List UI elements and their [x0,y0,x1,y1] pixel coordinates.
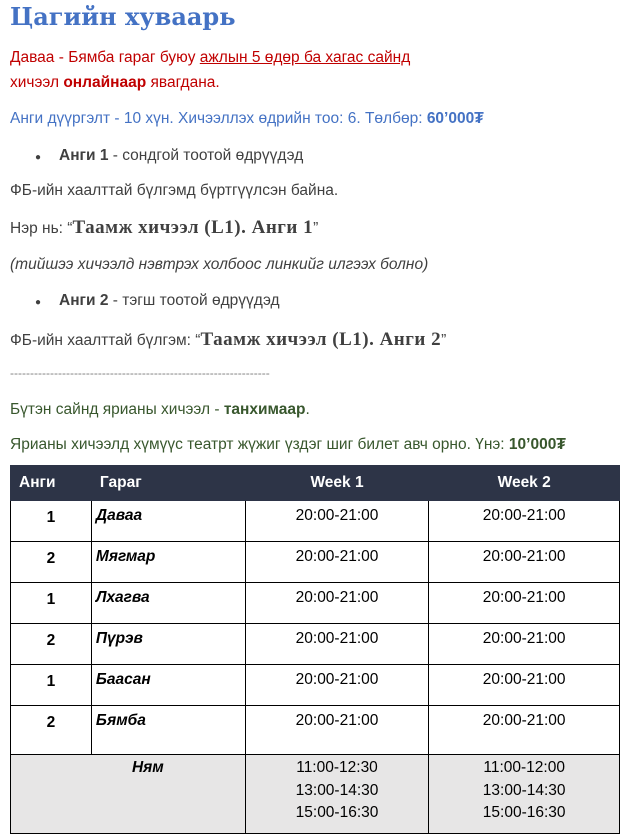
intro-text-1: Даваа - Бямба гараг буюу [10,49,200,66]
table-row [11,706,620,755]
sunday-info-text: Бүтэн сайнд ярианы хичээл - [10,401,224,418]
intro-text-5: явагдана. [146,74,220,91]
group2-name: Анги 2 [59,292,109,309]
sunday-week1-slot: 11:00-12:30 [296,759,378,776]
week2-time-cell: 20:00-21:00 [429,583,620,624]
ticket-price: 10’000₮ [508,436,566,453]
table-row [11,501,620,542]
week2-time-cell: 20:00-21:00 [429,624,620,665]
group1-name-suffix: ” [313,220,319,237]
table-row [11,665,620,706]
header-week1: Week 1 [245,466,429,501]
group2-fb-line [10,329,446,351]
sunday-info-end: . [305,401,310,418]
table-row [11,583,620,624]
sunday-week2-slot: 15:00-16:30 [482,804,566,821]
intro-line-1 [10,49,410,67]
page-title: Цагийн хуваарь [10,2,236,31]
sunday-week2-slot: 11:00-12:00 [483,759,565,776]
day-cell: Пүрэв [91,624,245,665]
group2-group-name: Таамж хичээл (L1). Анги 2 [200,329,442,350]
group1-fb-line: ФБ-ийн хаалттай бүлгэмд бүртгүүлсэн байна. [10,182,339,199]
week2-time-cell: 20:00-21:00 [429,542,620,583]
week1-time-cell: 20:00-21:00 [245,624,429,665]
intro-text-3: хичээл [10,74,64,91]
separator-line: ----------------------------------------------------------------- [10,366,270,380]
intro-underlined-text: ажлын 5 өдөр ба хагас сайнд [199,49,411,66]
sunday-row [11,755,620,834]
online-info-text: Анги дүүргэлт - 10 хүн. Хичээллэх өдрийн тоо: 6. Төлбөр: [10,110,427,127]
header-week2: Week 2 [429,466,620,501]
sunday-week1-slot: 15:00-16:30 [295,804,379,821]
class-cell: 1 [11,501,92,542]
header-day: Гараг [91,466,245,501]
group1-bullet-item [59,147,303,165]
ticket-info-line [10,436,566,454]
class-cell: 2 [11,624,92,665]
week2-time-cell: 20:00-21:00 [429,665,620,706]
class-cell: 1 [11,583,92,624]
group1-desc: - сондгой тоотой өдрүүдэд [108,147,304,164]
schedule-table [10,465,620,834]
header-class: Анги [11,466,92,501]
class-cell: 1 [11,665,92,706]
ticket-info-text: Ярианы хичээлд хүмүүс театрт жүжиг үздэг шиг билет авч орно. Үнэ: [10,436,509,453]
table-row [11,542,620,583]
group2-fb-suffix: ” [441,332,447,349]
week1-time-cell: 20:00-21:00 [245,706,429,755]
sunday-week2-cell [429,755,620,834]
online-info-line [10,110,484,128]
day-cell: Мягмар [91,542,245,583]
day-cell: Баасан [91,665,245,706]
class-cell: 2 [11,542,92,583]
table-row [11,624,620,665]
sunday-day-cell: Ням [11,755,246,834]
sunday-week1-slot: 13:00-14:30 [295,781,379,799]
week1-time-cell: 20:00-21:00 [245,665,429,706]
online-price: 60’000₮ [426,110,484,127]
week2-time-cell: 20:00-21:00 [429,501,620,542]
sunday-mode: танхимаар [223,401,306,418]
intro-line-2 [10,74,220,92]
sunday-week1-cell [245,755,429,834]
sunday-week2-slot: 13:00-14:30 [482,781,566,799]
table-header-row [11,466,620,501]
group2-fb-prefix: ФБ-ийн хаалттай бүлгэм: “ [10,332,201,349]
week1-time-cell: 20:00-21:00 [245,501,429,542]
bullet-icon: ● [35,297,42,308]
week1-time-cell: 20:00-21:00 [245,583,429,624]
group2-bullet-item [59,292,280,310]
week2-time-cell: 20:00-21:00 [429,706,620,755]
bullet-icon: ● [35,152,42,163]
group1-note: (тийшээ хичээлд нэвтрэх холбоос линкийг илгээх болно) [10,256,429,273]
sunday-info-line [10,401,310,419]
group2-desc: - тэгш тоотой өдрүүдэд [108,292,280,309]
group1-name-line [10,217,318,239]
group1-name-prefix: Нэр нь: “ [10,220,73,237]
intro-online-text: онлайнаар [63,74,147,91]
class-cell: 2 [11,706,92,755]
day-cell: Лхагва [91,583,245,624]
week1-time-cell: 20:00-21:00 [245,542,429,583]
day-cell: Даваа [91,501,245,542]
group1-name: Анги 1 [59,147,109,164]
day-cell: Бямба [91,706,245,755]
group1-group-name: Таамж хичээл (L1). Анги 1 [72,217,314,238]
